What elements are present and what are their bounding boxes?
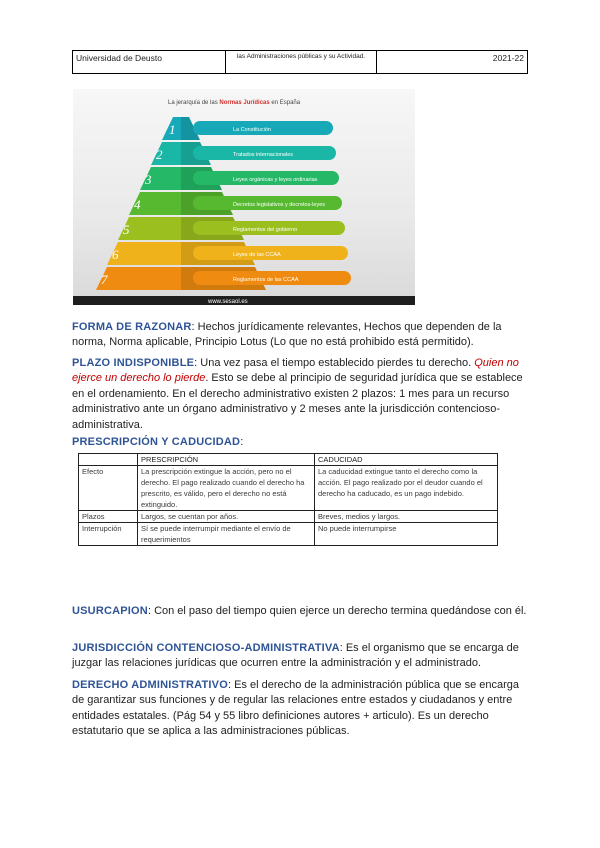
table-header-cell	[79, 454, 138, 466]
level-label: Decretos legislativos y decretos-leyes	[233, 202, 326, 208]
figure-footer-text: www.sesaol.es	[208, 299, 248, 305]
level-label: Leyes orgánicas y leyes ordinarias	[233, 177, 318, 183]
level-label: Tratados internacionales	[233, 152, 294, 158]
pyramid-graphic	[73, 89, 415, 305]
derecho-keyword: DERECHO ADMINISTRATIVO	[72, 679, 228, 691]
level-number: 2	[156, 147, 163, 162]
plazo-red-text: Quien no ejerce un derecho lo pierde	[72, 357, 519, 385]
table-header-cell: PRESCRIPCIÓN	[138, 454, 315, 466]
prescripcion-table	[78, 453, 498, 546]
jurisdiccion-paragraph	[72, 641, 530, 672]
level-label: Reglamentos de las CCAA	[233, 277, 299, 283]
table-cell: No puede interrumpirse	[315, 523, 498, 546]
table-row	[79, 511, 498, 523]
forma-text: : Hechos jurídicamente relevantes, Hechos que dependen de la norma, Norma aplicable, Principio Lotus (Lo que no está prohibido está permitido).	[72, 321, 502, 349]
usucapion-paragraph	[72, 604, 530, 619]
table-cell: La caducidad extingue tanto el derecho como la acción. El pago realizado por el deudor cuando el derecho ha caducado, es un pago indebido.	[315, 466, 498, 511]
table-cell: Sí se puede interrumpir mediante el envío de requerimientos	[138, 523, 315, 546]
table-cell: La prescripción extingue la acción, pero no el derecho. El pago realizado cuando el derecho ha prescrito, es válido, pero el derecho no está extinguido.	[138, 466, 315, 511]
level-number: 4	[134, 197, 141, 212]
plazo-text-1: : Una vez pasa el tiempo establecido pierdes tu derecho.	[194, 357, 475, 369]
prescripcion-keyword: PRESCRIPCIÓN Y CADUCIDAD	[72, 436, 241, 448]
table-header-row	[79, 454, 498, 466]
level-number: 5	[123, 222, 130, 237]
level-label: La Constitución	[233, 127, 271, 133]
table-cell: Interrupción	[79, 523, 138, 546]
level-number: 1	[169, 122, 176, 137]
prescripcion-heading	[72, 435, 530, 450]
table-row	[79, 466, 498, 511]
table-row	[79, 523, 498, 546]
level-label: Reglamentos del gobierno	[233, 227, 298, 233]
usucapion-text: : Con el paso del tiempo quien ejerce un derecho termina quedándose con él.	[147, 605, 527, 617]
derecho-text: : Es el derecho de la administración pública que se encarga de garantizar sus funciones y de regular las relaciones entre estados y ciudadanos y entre entidades estatales. (Pág 54 y 55 libro definiciones autores + articulo). Es un derecho estatutario que se aplica a las administraciones públicas.	[72, 679, 520, 738]
table-header-cell: CADUCIDAD	[315, 454, 498, 466]
level-number: 7	[101, 272, 108, 287]
derecho-paragraph	[72, 678, 530, 740]
table-cell: Largos, se cuentan por años.	[138, 511, 315, 523]
header-institution: Universidad de Deusto	[73, 51, 226, 73]
jurisdiccion-text: : Es el organismo que se encarga de juzgar las relaciones jurídicas que ocurren entre la administración y el administrado.	[72, 642, 519, 670]
plazo-paragraph	[72, 356, 530, 433]
plazo-text-2: . Esto se debe al principio de seguridad jurídica que se establece en el ordenamiento. En el derecho administrativo existen 2 plazos: 1 mes para un recurso administrativo ante un órgano administrativo y 2 meses ante la jurisdicción contencioso-administrativa.	[72, 372, 523, 431]
plazo-keyword: PLAZO INDISPONIBLE	[72, 357, 195, 369]
header-subject: las Administraciones públicas y su Actividad.	[226, 51, 377, 73]
prescripcion-colon: :	[240, 436, 244, 448]
jurisdiccion-keyword: JURISDICCIÓN CONTENCIOSO-ADMINISTRATIVA	[72, 642, 340, 654]
forma-keyword: FORMA DE RAZONAR	[72, 321, 192, 333]
level-label: Leyes de las CCAA	[233, 252, 281, 258]
level-number: 6	[112, 247, 119, 262]
level-number: 3	[145, 172, 152, 187]
header-year: 2021-22	[492, 53, 524, 63]
table-cell: Efecto	[79, 466, 138, 511]
forma-paragraph	[72, 320, 530, 351]
pyramid-figure	[73, 89, 415, 305]
figure-title: La jerarquía de las Normas Jurídicas en España	[168, 100, 301, 106]
usucapion-keyword: USURCAPION	[72, 605, 148, 617]
table-cell: Plazos	[79, 511, 138, 523]
table-cell: Breves, medios y largos.	[315, 511, 498, 523]
header-table	[72, 50, 528, 74]
